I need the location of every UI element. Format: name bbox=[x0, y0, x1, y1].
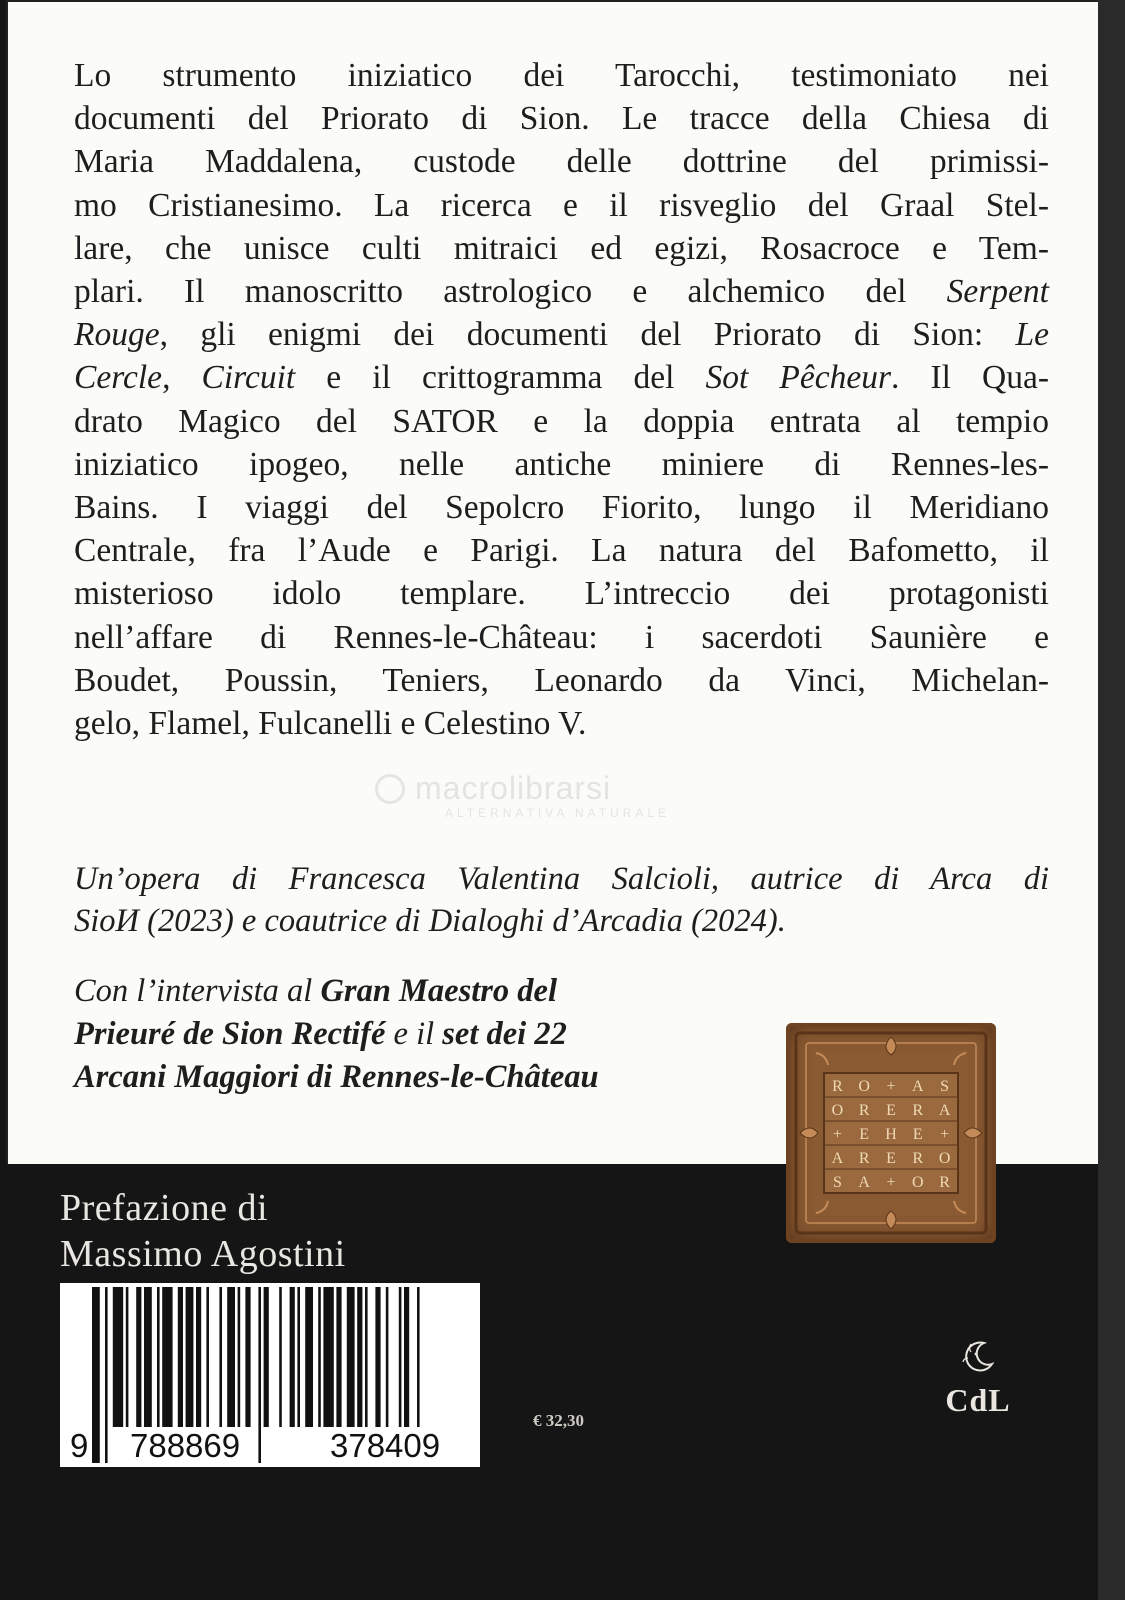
barcode-group-2: 378409 bbox=[330, 1427, 441, 1464]
interview-bold: Prieuré de Sion Rectifé bbox=[74, 1016, 386, 1052]
blurb-line bbox=[74, 313, 1049, 356]
blurb-italic: Sot Pêcheur bbox=[705, 359, 892, 397]
blurb-text: , bbox=[162, 359, 202, 397]
barcode-bar bbox=[399, 1287, 402, 1427]
barcode-bar bbox=[336, 1287, 341, 1427]
sator-letter: H bbox=[885, 1126, 897, 1143]
sator-letter: E bbox=[912, 1126, 923, 1143]
isbn-barcode bbox=[60, 1283, 480, 1467]
publisher-logo bbox=[938, 1340, 1018, 1430]
blurb-line: Boudet, Poussin, Teniers, Leonardo da Vinci, Michelan- bbox=[74, 661, 1049, 699]
sator-letter: A bbox=[831, 1150, 844, 1167]
blurb-italic: Le bbox=[1015, 316, 1049, 354]
publisher-brand: CdL bbox=[945, 1382, 1011, 1418]
interview-bold: set dei 22 bbox=[442, 1016, 567, 1052]
interview-text: Con l’intervista al bbox=[74, 973, 321, 1009]
blurb-line: mo Cristianesimo. La ricerca e il risveglio del Graal Stel- bbox=[74, 186, 1049, 224]
barcode-bar bbox=[279, 1287, 282, 1427]
barcode-bar bbox=[113, 1287, 123, 1427]
blurb-line: lare, che unisce culti mitraici ed egizi, Rosacroce e Tem- bbox=[74, 229, 1049, 267]
sator-letter: S bbox=[832, 1174, 842, 1191]
blurb-line: nell’affare di Rennes-le-Château: i sacerdoti Saunière e bbox=[74, 618, 1049, 656]
sator-letter: A bbox=[858, 1174, 870, 1191]
interview-text: e il bbox=[385, 1016, 443, 1052]
preface-credit bbox=[60, 1185, 346, 1277]
barcode-bar bbox=[178, 1287, 183, 1427]
blurb-line bbox=[74, 270, 1049, 313]
barcode-bar bbox=[219, 1287, 222, 1427]
sator-letter: O bbox=[912, 1174, 924, 1191]
barcode-group-1: 788869 bbox=[130, 1427, 241, 1464]
barcode-bar bbox=[162, 1287, 172, 1427]
sator-letter: + bbox=[940, 1126, 950, 1143]
sator-letter: + bbox=[886, 1174, 896, 1191]
blurb-text: plari. Il manoscritto astrologico e alchemico del bbox=[74, 273, 947, 311]
watermark-subtext: ALTERNATIVA NATURALE bbox=[445, 806, 671, 820]
watermark-logo-icon bbox=[375, 774, 405, 804]
sator-letter: + bbox=[832, 1126, 842, 1143]
sator-letter: R bbox=[912, 1102, 924, 1119]
barcode-bar bbox=[264, 1287, 269, 1427]
blurb-paragraph bbox=[74, 54, 1049, 745]
barcode-bar bbox=[238, 1287, 241, 1427]
barcode-bar bbox=[290, 1287, 295, 1427]
price-label: € 32,30 bbox=[533, 1411, 584, 1430]
sator-letter: A bbox=[938, 1102, 951, 1119]
sator-letter: A bbox=[912, 1078, 924, 1095]
sator-letter: R bbox=[912, 1150, 924, 1167]
sator-letter: S bbox=[940, 1078, 950, 1095]
blurb-text: e il crittogramma del bbox=[295, 359, 706, 397]
barcode-bar bbox=[196, 1287, 201, 1427]
blurb-text: . Il Qua- bbox=[891, 359, 1049, 397]
sator-letter: R bbox=[939, 1174, 950, 1191]
blurb-italic: Cercle bbox=[74, 359, 163, 397]
barcode-bar bbox=[136, 1287, 141, 1427]
barcode-bar bbox=[157, 1287, 160, 1427]
barcode-bar bbox=[386, 1287, 389, 1427]
sator-letter: R bbox=[832, 1078, 843, 1095]
sator-letter: E bbox=[859, 1126, 870, 1143]
blurb-line: gelo, Flamel, Fulcanelli e Celestino V. bbox=[74, 705, 587, 743]
interview-bold: Arcani Maggiori di Rennes-le-Château bbox=[74, 1059, 599, 1095]
barcode-digit-first: 9 bbox=[70, 1427, 89, 1464]
credit-line: Un’opera di Francesca Valentina Salcioli, autrice di Arca di bbox=[74, 861, 1049, 897]
blurb-line bbox=[74, 356, 1049, 399]
barcode-bar bbox=[365, 1287, 368, 1427]
interview-line bbox=[74, 970, 814, 1013]
barcode-bar bbox=[206, 1287, 209, 1427]
barcode-bar bbox=[305, 1287, 313, 1427]
blurb-line: drato Magico del SATOR e la doppia entrata al tempio bbox=[74, 402, 1049, 440]
blurb-line: documenti del Priorato di Sion. Le tracce della Chiesa di bbox=[74, 100, 1049, 138]
barcode-bar bbox=[318, 1287, 321, 1427]
sator-square-tile bbox=[786, 1023, 996, 1243]
blurb-italic: Serpent bbox=[946, 273, 1049, 311]
watermark-text: macrolibrarsi bbox=[415, 770, 612, 806]
barcode-digits bbox=[60, 1425, 480, 1467]
cover-edge bbox=[1098, 0, 1125, 1600]
interview-bold: Gran Maestro del bbox=[320, 973, 557, 1009]
sator-letter: E bbox=[886, 1150, 896, 1167]
blurb-line: Maria Maddalena, custode delle dottrine del primissi- bbox=[74, 143, 1049, 181]
preface-line: Massimo Agostini bbox=[60, 1233, 346, 1275]
watermark bbox=[375, 770, 775, 830]
author-credit bbox=[74, 858, 1049, 942]
sator-letter: O bbox=[938, 1150, 951, 1167]
barcode-bar bbox=[357, 1287, 362, 1427]
credit-line: SioИ (2023) e coautrice di Dialoghi d’Arcadia (2024). bbox=[74, 903, 786, 939]
sator-square-icon bbox=[786, 1023, 996, 1243]
sator-letter: O bbox=[858, 1078, 870, 1095]
blurb-line: Bains. I viaggi del Sepolcro Fiorito, lungo il Meridiano bbox=[74, 489, 1049, 527]
blurb-line: Centrale, fra l’Aude e Parigi. La natura del Bafometto, il bbox=[74, 532, 1049, 570]
barcode-bar bbox=[144, 1287, 152, 1427]
barcode-bar bbox=[347, 1287, 355, 1427]
barcode-bar bbox=[245, 1287, 250, 1427]
crescent-moon-face-icon bbox=[962, 1340, 996, 1374]
interview-line bbox=[74, 1013, 814, 1056]
interview-line bbox=[74, 1056, 814, 1099]
blurb-line: iniziatico ipogeo, nelle antiche miniere di Rennes-les- bbox=[74, 445, 1049, 483]
sator-letter: E bbox=[886, 1102, 896, 1119]
barcode-bar bbox=[126, 1287, 129, 1427]
blurb-italic: Rouge bbox=[74, 316, 160, 354]
sator-letter: R bbox=[858, 1150, 870, 1167]
blurb-italic: Circuit bbox=[201, 359, 296, 397]
barcode-bar bbox=[186, 1287, 194, 1427]
preface-line: Prefazione di bbox=[60, 1187, 269, 1229]
sator-letter: + bbox=[886, 1078, 896, 1095]
barcode-bar bbox=[227, 1287, 235, 1427]
sator-letter: R bbox=[858, 1102, 870, 1119]
blurb-text: , gli enigmi dei documenti del Priorato di Sion: bbox=[159, 316, 1016, 354]
barcode-bar bbox=[375, 1287, 380, 1427]
barcode-bar bbox=[297, 1287, 300, 1427]
sator-letter: O bbox=[831, 1102, 844, 1119]
barcode-bar bbox=[404, 1287, 409, 1427]
barcode-bar bbox=[323, 1287, 333, 1427]
blurb-line: misterioso idolo templare. L’intreccio dei protagonisti bbox=[74, 575, 1049, 613]
interview-note bbox=[74, 970, 814, 1099]
blurb-line: Lo strumento iniziatico dei Tarocchi, testimoniato nei bbox=[74, 57, 1049, 94]
